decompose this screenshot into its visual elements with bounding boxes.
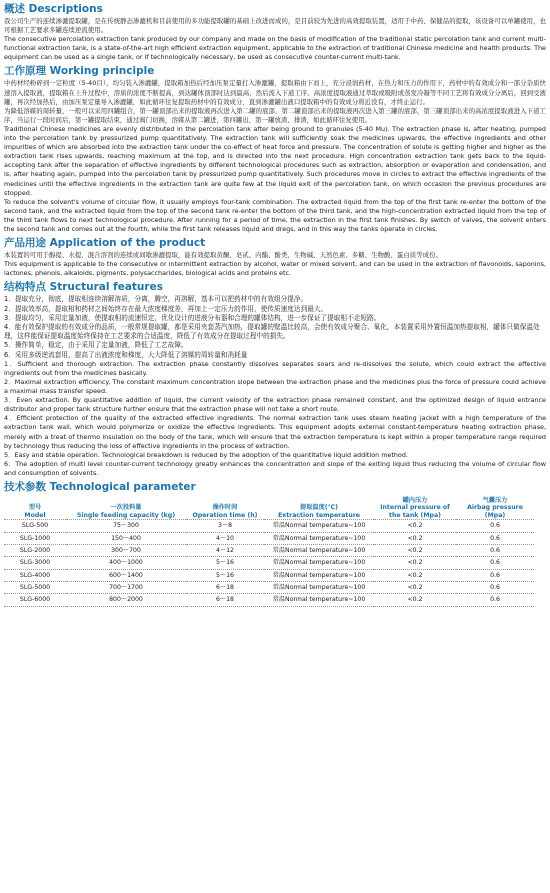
feature-en-5: 5．Easy and stable operation. Technological breakdown is reduced by the adoption of the quantitative liquid addition method. (4, 450, 408, 459)
params-table (4, 497, 534, 607)
table-row: SLG-6000 800～2000 6～18 常温Normal temperature~100 <0.2 0.6 (4, 594, 534, 606)
header-feeding: 一次投料量 Single feeding capacity (kg) (76, 504, 176, 519)
header-model: 型号 Model (24, 504, 46, 519)
feature-cn-3: 3．提取均匀，采用定量加液，使提取相的流速恒定，优化设计的进液分布器和合理的罐体结构，进一步保证了提取相不走短路。 (4, 313, 381, 322)
table-row: SLG-3000 400～1000 5～16 常温Normal temperature~100 <0.2 0.6 (4, 557, 534, 569)
header-internal-pressure: 罐内压力 Internal pressure of the tank (Mpa) (380, 496, 450, 519)
feature-cn-1: 1．提取充分，彻底，提取相连续溶解溶质，分离，腾空，再溶解，基本可以把药材中的有效组分提净。 (4, 295, 308, 304)
application-en: This equipment is applicable to the consecutive or intermittent extraction by alcohol, water or mixed solvent, and can be used in the extraction of flavonoids, saponins, lactones, phenols, alkaloids, pigments, polysaccharides, biological acids and proteins etc. (4, 260, 546, 278)
feature-cn-5: 5．操作简单，稳定，由于采用了定量加液，降低了工艺故障。 (4, 341, 188, 350)
principle-title: 工作原理 Working principle (4, 65, 155, 78)
overview-en: The consecutive percolation extraction tank produced by our company and made on the basis of modification of the traditional static percolation tank and current multi-functional extraction tank, is a state-of-the-art high efficient extraction equipment, applicable to the extraction of traditional Chinese medicine and health products. The equipment can be used as a single tank, or if technologically necessary, be used as consecutive counter-current multi-tank. (4, 35, 546, 62)
feature-cn-4: 4．能有效保护提取的有效成分的品质，一般常规提取罐，都是采用夹套蒸汽加热，提取罐的壁温比较高，会使有效成分聚合、氧化，本装置采用外置恒温加热提取相，罐体只做保温处理，这样能保证提取温度始终保持在工艺要求的合适温度，降低了有效成分在提取过程中的损失。 (4, 322, 540, 341)
application-cn: 本装置的可用于醇提、水提、混合溶剂的连续或间歇渗漉提取，能有效提取黄酮、皂甙、内酯、酚类、生物碱、天然色素、多糖、生物酸、蛋白质等成份。 (4, 251, 442, 260)
overview-title: 概述 Descriptions (4, 3, 103, 15)
table-row: SLG-2000 300～700 4～12 常温Normal temperature~100 <0.2 0.6 (4, 545, 534, 557)
table-row: SLG-500 75～300 3～8 常温Normal temperature~100 <0.2 0.6 (4, 520, 534, 532)
params-header-row (4, 497, 534, 520)
table-row: SLG-4000 600～1400 5～16 常温Normal temperature~100 <0.2 0.6 (4, 569, 534, 581)
application-title: 产品用途 Application of the product (4, 237, 206, 250)
table-row: SLG-5000 700～1700 6～18 常温Normal temperature~100 <0.2 0.6 (4, 581, 534, 593)
principle-cn-1: 中药材经粉碎到一定粒度（5-40目），均匀装入渗漉罐，提取箱加热后经加压泵定量打入渗漉罐，提取箱由下而上，充分浸润药材，在热力和压力的作用下，药材中的有效成分和一部分杂质快速溶入提取液，提取箱在上升过程中，溶质的浓度不断提高，到达罐体顶部时达到最高，然后流入下道工序。高浓度提取液通过萃取或吸附或蒸发冷凝等不同工艺将有效成分分离后，回到受液罐，再次经加热后，由加压泵定量导入渗漉罐，如此循环往复提取药材中的有效成分，直到渗漉罐出液口提取箱中的有效成分将近没有，才终止运行。 (4, 79, 546, 106)
header-temperature: 提取温度(℃) Extraction temperature (277, 504, 361, 519)
principle-en-2: To reduce the solvent's volume of circular flow, it usually employs four-tank combination. The extracted liquid from the top of the first tank re-enter the bottom of the second tank, and the extracted liquid from the top of the second tank re-enter the bottom of the third tank, and the high-concentration extracted liquid from the top of the third tank flows to next technological procedure. After running for a period of time, the extraction in the first tank finishes. By switch of valves, the solvent enters the second tank and comes out at the fourth, while the first tank releases liquid and dregs, and in this way the tanks operate in circles. (4, 197, 546, 233)
table-row: SLG-1000 150～400 4～10 常温Normal temperature~100 <0.2 0.6 (4, 532, 534, 544)
params-title: 技术参数 Technological parameter (4, 480, 196, 493)
principle-cn-2: 为降低溶媒的周转量，一般可以采用四罐组合，第一罐顶部出来的提取液再次进入第二罐的底部，第二罐顶部出来的提取液再次进入第三罐的底部，第三罐顶部出来的高浓度提取液进入下道工序，当运行一段时间后，第一罐提取结束，通过阀门切换，溶媒从第二罐进，第四罐出，第一罐放渣、排渣，如此循环往复使用。 (4, 106, 546, 124)
feature-en-1: 1．Sufficient and thorough extraction. The extraction phase constantly dissolves separates soars and re-dissolves the solute, which could extract the effective ingredients out from the medicines basically. (4, 359, 546, 377)
features-title: 结构特点 Structural features (4, 281, 163, 294)
principle-en-1: Traditional Chinese medicines are evenly distributed in the percolation tank after being ground to granules (5-40 Mu). The extraction phase is, after heating, pumped into the percolation tank by pressurized pump quantitatively. The extraction tank will sufficiently soak the medicines upwards, the effective ingredients and other impurities of which are absorbed into the extraction tank under the co-effect of heat force and pressure. The concentration of solute is getting higher and higher as the extraction tank rises upwards, reaching maximum at the top, and is directed into the next procedure. High concentration extraction tank gets back to the liquid-accepting tank after the separation of effective ingredients by different technological procedures such as extraction, absorption or evaporation and condensation, and is, after heating again, pumped into the percolation tank by pressurized pump quantitatively. Such procedures move in circles to extract the effective ingredients of the medicines until the effective ingredients in the extraction tank are quite few at the liquid exit of the percolation tank, on which occasion the previous procedures are stopped. (4, 124, 546, 197)
feature-cn-6: 6．采用多级逆流套用，提高了出液浓度和梯度，大大降低了溶媒的周转量和消耗量 (4, 350, 248, 359)
feature-en-4: 4．Efficient protection of the quality of the extracted effective ingredients. The normal extraction tank uses steam heating jacket with a high temperature of the extraction tank wall, which would polymerize or oxidize the effective ingredients. This equipment adopts external constant-temperature heating extraction phase, merely with a treat of thermo insulation on the body of the tank, which will ensure that the extraction temperature is kept within a proper temperature range required by technology thus reducing the loss of effective ingredients in the process of extraction. (4, 414, 546, 450)
header-airbag-pressure: 气囊压力 Airbag pressure (Mpa) (467, 496, 523, 519)
feature-en-6: 6．The adoption of multi level counter-current technology greatly enhances the concentration and slope of the exiting liquid thus reducing the volume of circular flow and consumption of solvents. (4, 459, 546, 477)
header-time: 操作时间 Operation time (h) (192, 504, 258, 519)
feature-en-2: 2．Maximal extraction efficiency. The constant maximum concentration slope between the extraction phase and the medicines plus the force of pressure could achieve a maximal mass transfer speed. (4, 377, 546, 396)
feature-cn-2: 2．提取效率高，提取相和药材之间始终存在最大浓度梯度差，再加上一定压力的作用，使传质速度达到最大。 (4, 304, 328, 313)
feature-en-3: 3．Even extraction. By quantitative addition of liquid, the current velocity of the extraction phase remained constant, and the optimized design of liquid entrance distributor and proper tank structure further ensure that the extraction phase will not take a short route. (4, 396, 546, 414)
overview-cn: 我公司生产的连续渗漉提取罐，是在传统静态渗漉机和目前使用的多功能提取罐的基础上改进而成的，是目前较为先进的高效提取装置，适用于中药、保健品的提取，该设备可以单罐使用，也可根据工艺要求多罐连续逆流使用。 (4, 17, 546, 35)
